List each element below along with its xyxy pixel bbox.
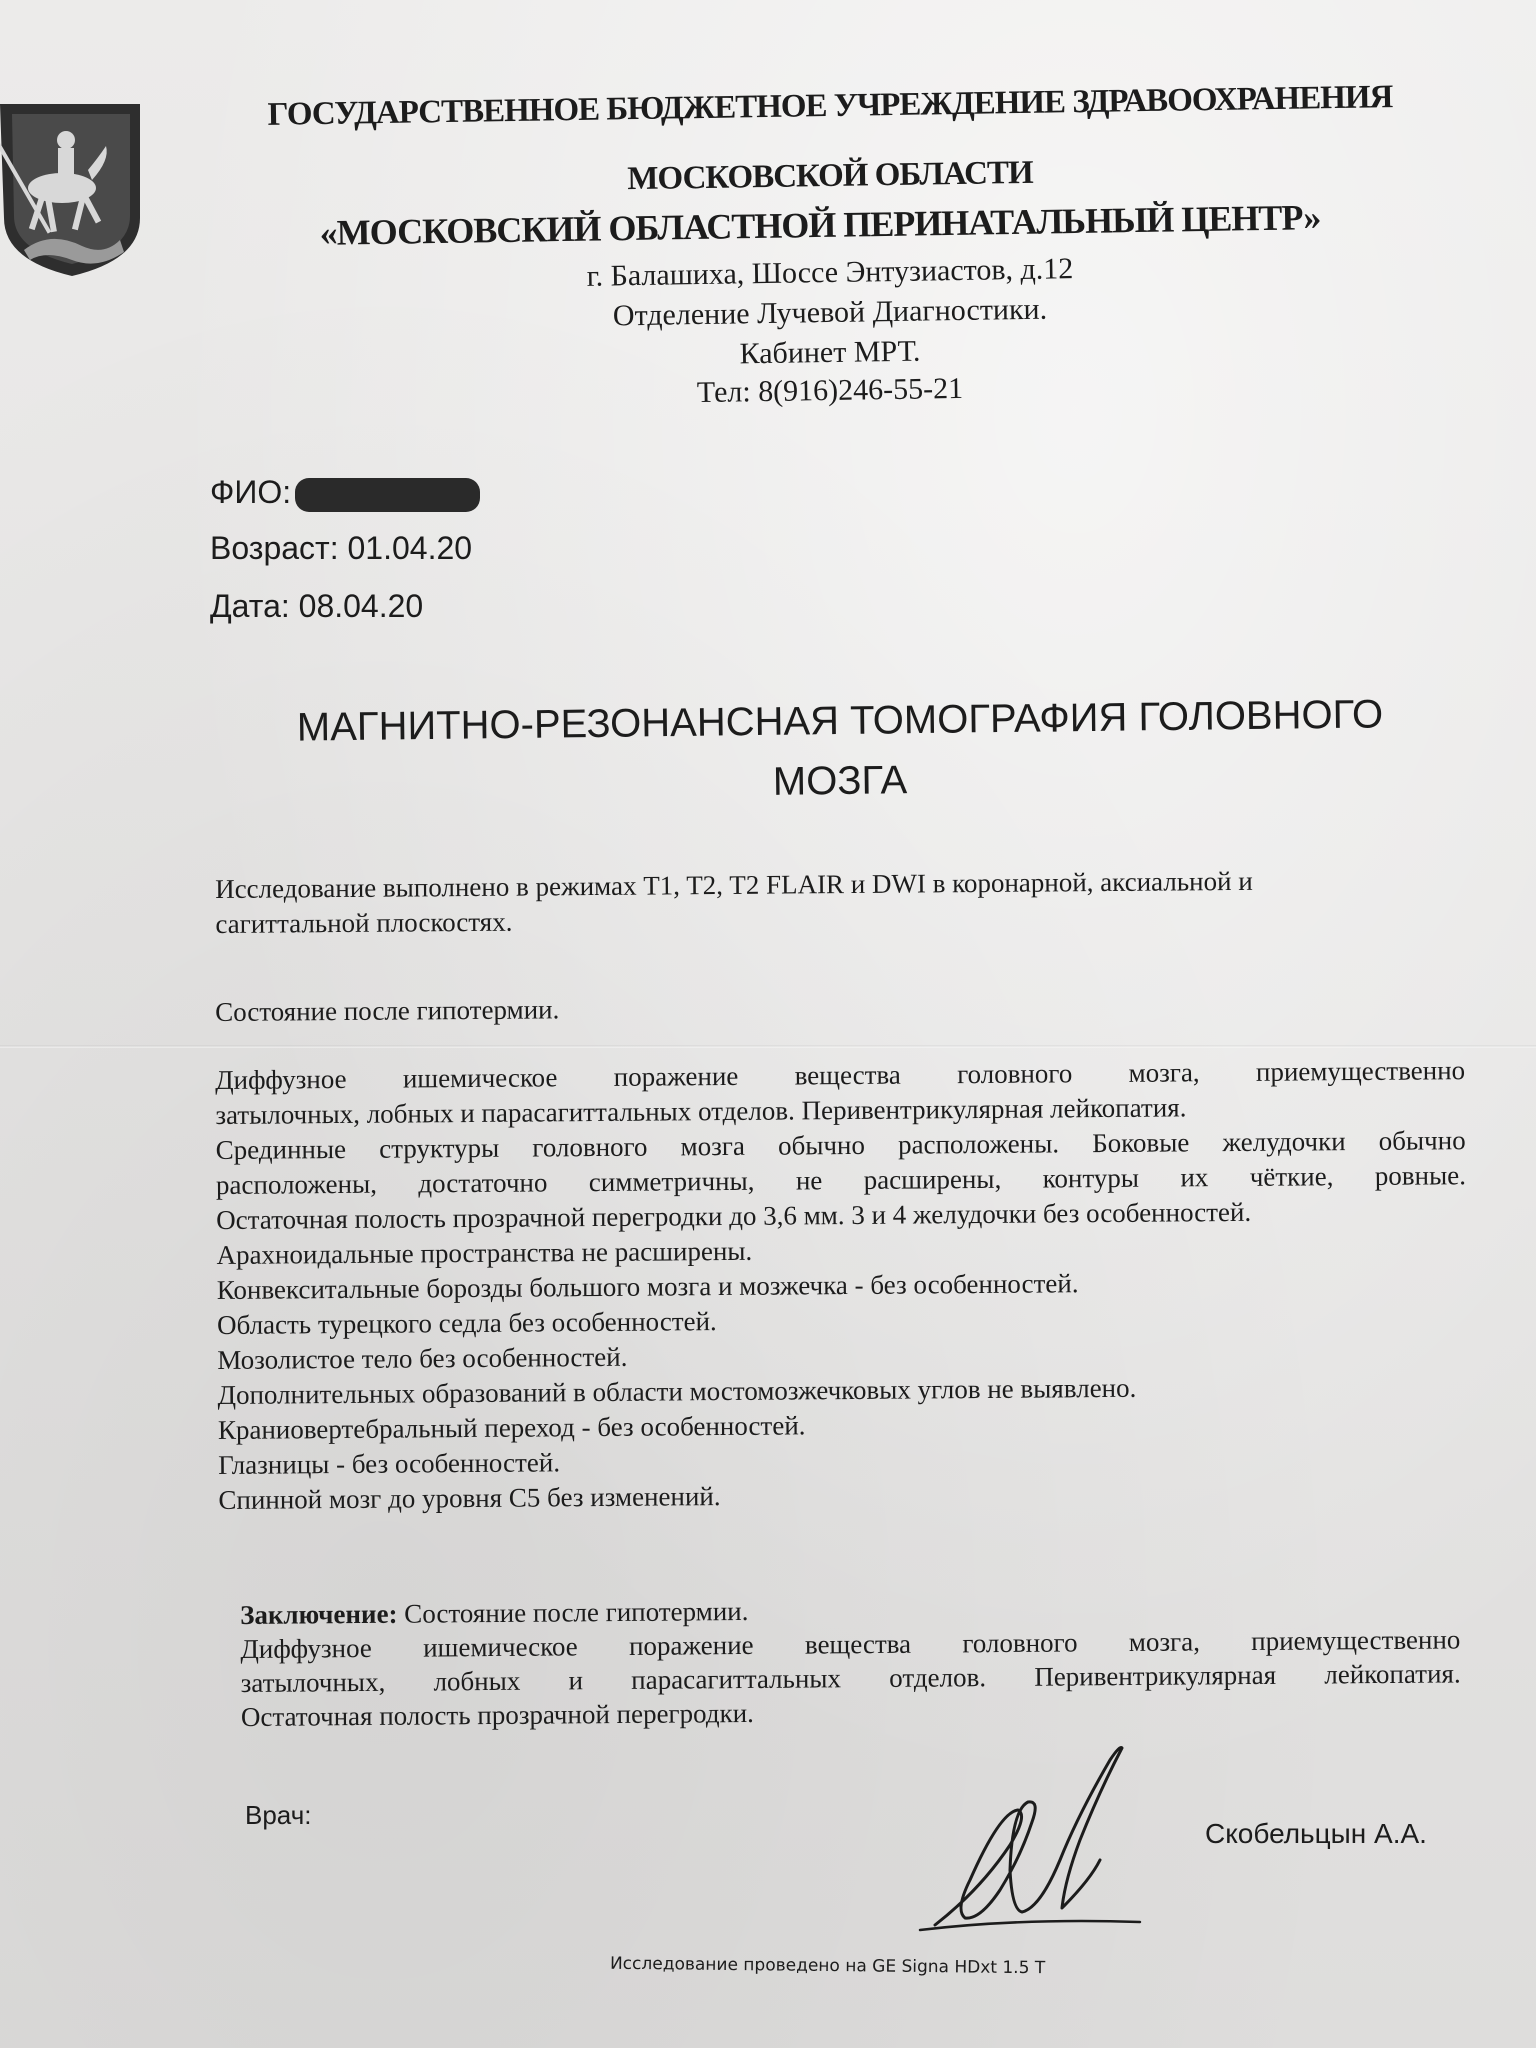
finding-line: Арахноидальные пространства не расширены. [216,1235,753,1270]
patient-name-label: ФИО: [210,474,292,510]
patient-age-value: 01.04.20 [347,530,473,566]
finding-line: Конвекситальные борозды большого мозга и мозжечка - без особенностей. [216,1268,1079,1305]
study-line-2: сагиттальной плоскостях. [215,906,513,939]
institution-address: г. Балашиха, Шоссе Энтузиастов, д.12 [586,252,1074,293]
institution-line-2: МОСКОВСКОЙ ОБЛАСТИ [627,154,1033,198]
findings-block [215,1053,1469,1518]
cabinet: Кабинет МРТ. [739,334,921,371]
conclusion-first-text: Состояние после гипотермии. [397,1596,749,1629]
department: Отделение Лучевой Диагностики. [612,292,1048,333]
finding-line: Остаточная полость прозрачной перегродки до 3,6 мм. 3 и 4 желудочки без особенностей. [216,1196,1252,1235]
finding-line: Мозолистое тело без особенностей. [217,1341,628,1375]
equipment-footer: Исследование проведено на GE Signa HDxt 1.5 T [609,1953,1046,1979]
conclusion-line: затылочных, лобных и парасагиттальных отделов. Перивентрикулярная лейкопатия. [240,1658,1461,1698]
finding-line: Краниовертебральный переход - без особенностей. [217,1410,806,1445]
report-title-line-1: МАГНИТНО-РЕЗОНАНСНАЯ ТОМОГРАФИЯ ГОЛОВНОГО [296,692,1384,750]
finding-line: Срединные структуры головного мозга обычно расположены. Боковые желудочки обычно [215,1125,1466,1165]
finding-line: Спинной мозг до уровня С5 без изменений. [218,1481,721,1515]
study-line-1: Исследование выполнено в режимах T1, T2, T2 FLAIR и DWI в коронарной, аксиальной и [215,865,1253,904]
signature-icon [900,1740,1160,1940]
state-text: Состояние после гипотермии. [215,994,560,1027]
finding-line: Дополнительных образований в области мостомозжечковых углов не выявлено. [217,1372,1137,1410]
conclusion-block [240,1588,1461,1734]
report-title-line-2: МОЗГА [772,758,908,804]
finding-line: расположены, достаточно симметричны, не расширены, контуры их чёткие, ровные. [215,1160,1467,1200]
exam-date-row [210,588,423,625]
exam-date-label: Дата: [210,588,290,624]
patient-age-label: Возраст: [210,530,339,566]
coat-of-arms-icon [0,100,146,278]
institution-line-1: ГОСУДАРСТВЕННОЕ БЮДЖЕТНОЕ УЧРЕЖДЕНИЕ ЗДРАВООХРАНЕНИЯ [267,79,1393,133]
doctor-label: Врач: [245,1800,312,1830]
conclusion-label: Заключение: [240,1598,398,1630]
finding-line: затылочных, лобных и парасагиттальных отделов. Перивентрикулярная лейкопатия. [215,1092,1187,1130]
finding-line: Диффузное ишемическое поражение вещества головного мозга, приемущественно [215,1055,1466,1095]
finding-line: Область турецкого седла без особенностей. [216,1306,717,1340]
conclusion-line: Диффузное ишемическое поражение вещества головного мозга, приемущественно [240,1624,1461,1664]
doctor-name: Скобельцын А.А. [1205,1818,1427,1849]
redacted-name [295,478,480,512]
study-description [215,862,1466,942]
institution-name: «МОСКОВСКИЙ ОБЛАСТНОЙ ПЕРИНАТАЛЬНЫЙ ЦЕНТР» [319,197,1321,253]
state-line [215,985,1465,1030]
finding-line: Глазницы - без особенностей. [218,1447,561,1480]
conclusion-line: Остаточная полость прозрачной перегродки. [240,1697,754,1732]
patient-age-row [210,530,472,567]
phone: Тел: 8(916)246-55-21 [696,371,964,410]
exam-date-value: 08.04.20 [298,588,424,624]
patient-name-row [210,474,480,512]
paper-fold [0,1045,1536,1048]
